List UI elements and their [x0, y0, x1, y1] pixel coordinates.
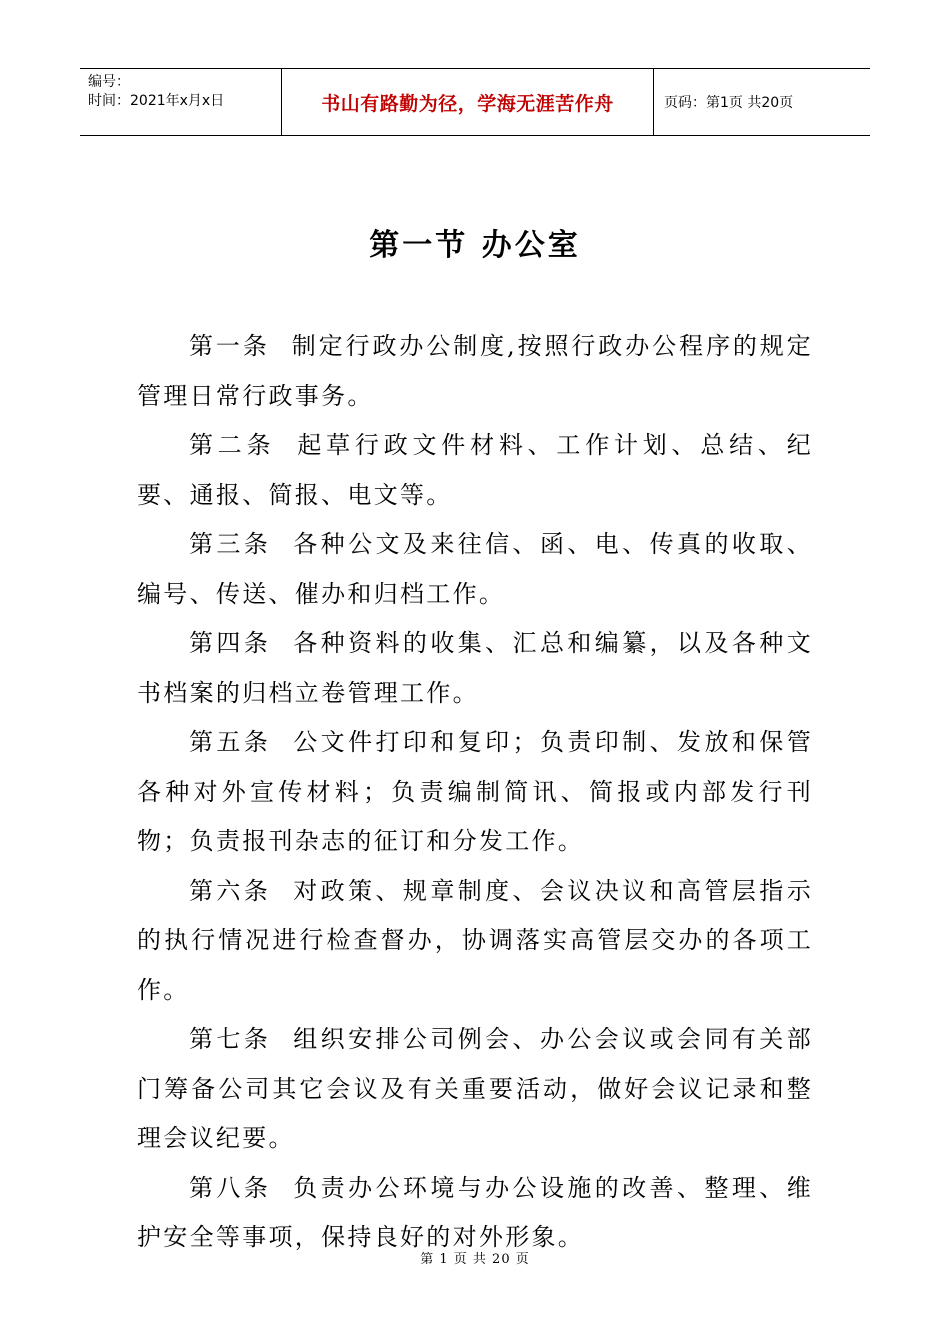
article-text: 组织安排公司例会、办公会议或会同有关部门筹备公司其它会议及有关重要活动，做好会议记录和整理会议纪要。 [137, 1025, 813, 1152]
header-page-info: 页码：第1页 共20页 [664, 95, 794, 111]
article-6 [137, 867, 813, 1016]
time-label: 时间：2021年x月x日 [88, 93, 225, 109]
section-title: 第一节 办公室 [369, 228, 581, 263]
article-number: 第一条 [189, 332, 270, 360]
article-number: 第五条 [189, 728, 272, 756]
header-motto: 书山有路勤为径，学海无涯苦作舟 [282, 69, 654, 135]
article-text: 公文件打印和复印；负责印制、发放和保管各种对外宣传材料；负责编制简讯、简报或内部发行刊物；负责报刊杂志的征订和分发工作。 [137, 728, 813, 855]
article-number: 第三条 [189, 530, 272, 558]
article-text: 起草行政文件材料、工作计划、总结、纪要、通报、简报、电文等。 [137, 431, 813, 509]
article-text: 各种公文及来往信、函、电、传真的收取、编号、传送、催办和归档工作。 [137, 530, 813, 608]
page-footer: 第 1 页 共 20 页 [420, 1252, 530, 1267]
number-label: 编号： [88, 74, 130, 90]
article-number: 第四条 [189, 629, 272, 657]
article-text: 各种资料的收集、汇总和编纂，以及各种文书档案的归档立卷管理工作。 [137, 629, 813, 707]
article-list [137, 322, 813, 1263]
article-text: 负责办公环境与办公设施的改善、整理、维护安全等事项，保持良好的对外形象。 [137, 1173, 813, 1251]
article-1 [137, 322, 813, 421]
article-7 [137, 1015, 813, 1164]
article-2 [137, 421, 813, 520]
article-text: 制定行政办公制度,按照行政办公程序的规定管理日常行政事务。 [137, 332, 813, 410]
document-header [80, 68, 870, 136]
article-number: 第六条 [189, 876, 272, 905]
article-text: 对政策、规章制度、会议决议和高管层指示的执行情况进行检查督办，协调落实高管层交办的各项工作。 [137, 876, 813, 1004]
header-meta-cell [80, 69, 282, 135]
article-3 [137, 520, 813, 619]
article-number: 第七条 [189, 1025, 272, 1053]
article-number: 第八条 [189, 1173, 272, 1202]
article-4 [137, 619, 813, 718]
article-number: 第二条 [189, 431, 276, 459]
article-5 [137, 718, 813, 867]
